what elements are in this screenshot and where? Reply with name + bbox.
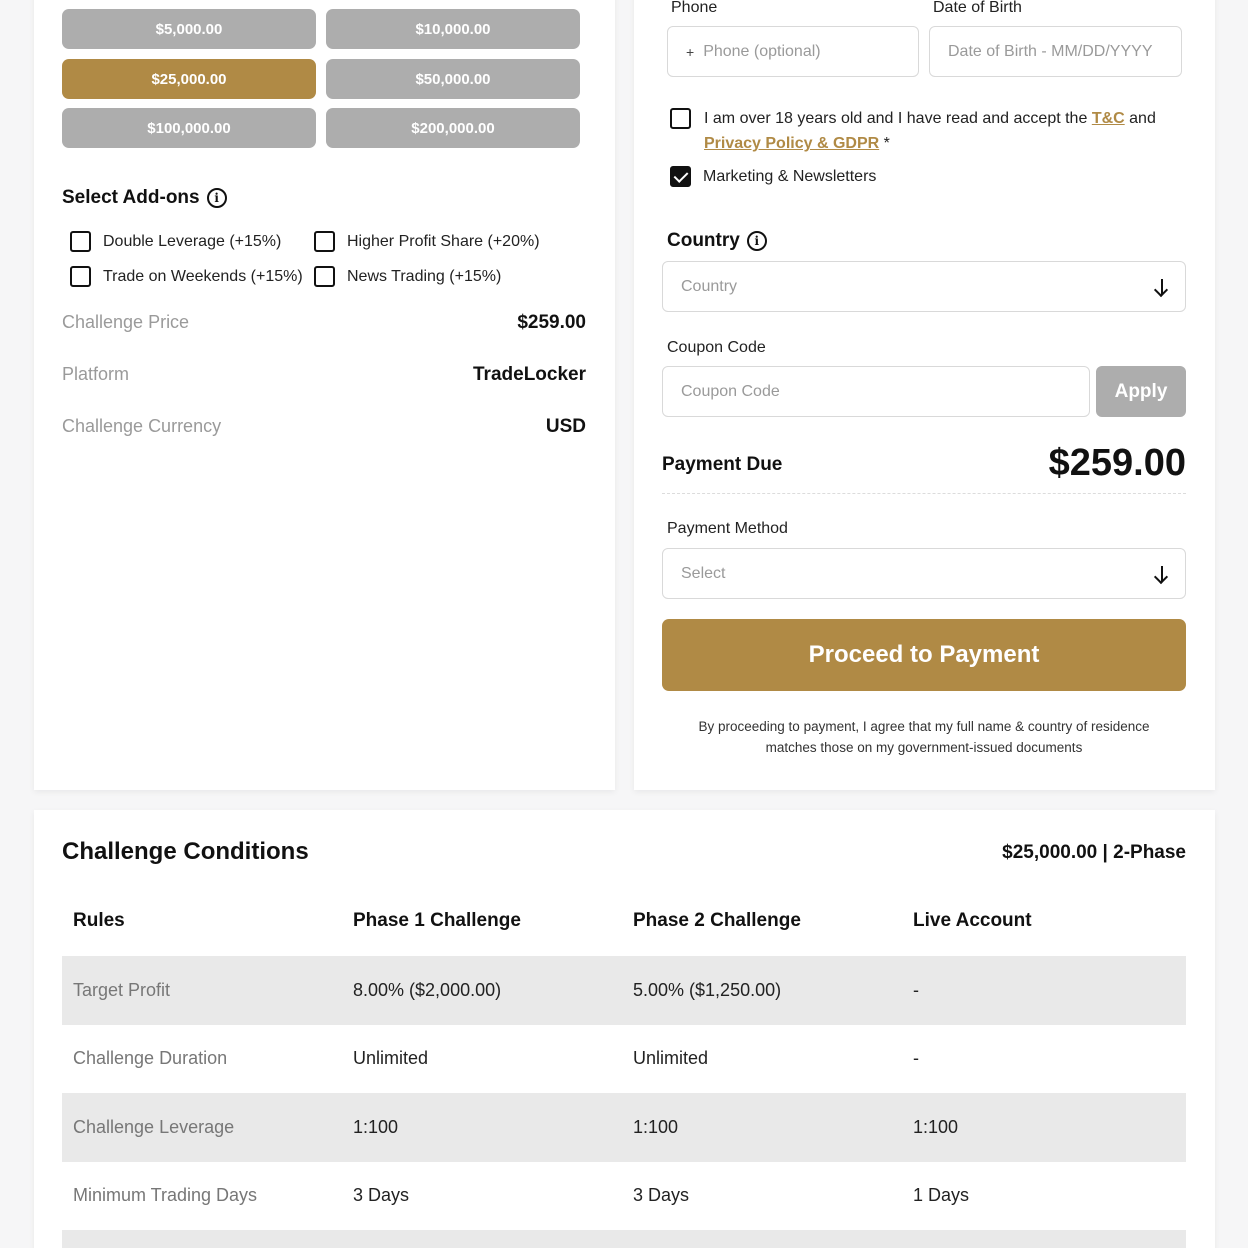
platform-label: Platform [62, 364, 130, 384]
divider [662, 493, 1186, 494]
currency-label: Challenge Currency [62, 416, 222, 436]
rule-cell: Challenge Duration [73, 1048, 228, 1069]
phone-placeholder: Phone (optional) [703, 42, 821, 60]
dob-label: Date of Birth [933, 0, 1022, 16]
country-heading [667, 230, 767, 252]
amount-button-10000[interactable]: $10,000.00 [326, 9, 580, 49]
table-cell [622, 1230, 902, 1248]
addons-heading [62, 187, 227, 209]
info-icon[interactable]: i [207, 188, 227, 208]
addons-title: Select Add-ons [62, 187, 200, 208]
addon-label: Trade on Weekends (+15%) [103, 267, 303, 285]
header-live: Live Account [913, 910, 1032, 931]
apply-coupon-button[interactable]: Apply [1096, 366, 1186, 417]
table-row [62, 956, 1186, 1025]
table-cell: 8.00% ($2,000.00) [342, 956, 622, 1025]
addon-higher-profit-share[interactable] [314, 231, 540, 252]
addon-news-trading[interactable] [314, 266, 501, 287]
table-row [62, 1093, 1186, 1162]
coupon-placeholder: Coupon Code [681, 382, 780, 400]
challenge-conditions-card [34, 810, 1215, 1248]
table-cell: 1:100 [622, 1093, 902, 1162]
challenge-price-value: $259.00 [517, 312, 586, 333]
table-cell: - [913, 1048, 919, 1069]
rule-cell: Minimum Trading Days [73, 1185, 258, 1206]
challenge-config-card [34, 0, 615, 790]
header-phase2: Phase 2 Challenge [633, 910, 801, 931]
terms-text [704, 106, 1174, 156]
amount-button-50000[interactable]: $50,000.00 [326, 59, 580, 99]
terms-text-part: and [1129, 110, 1156, 127]
rule-cell: Target Profit [62, 956, 342, 1025]
table-cell: Unlimited [633, 1048, 709, 1069]
table-cell: 1:100 [342, 1093, 622, 1162]
table-cell [902, 1230, 1186, 1248]
payment-due-label: Payment Due [662, 454, 783, 475]
marketing-checkbox[interactable] [670, 166, 691, 187]
table-cell: 1:100 [902, 1093, 1186, 1162]
coupon-label: Coupon Code [667, 339, 766, 356]
country-placeholder: Country [681, 277, 738, 295]
amount-button-100000[interactable]: $100,000.00 [62, 108, 316, 148]
payment-method-select[interactable] [662, 548, 1186, 599]
header-phase1: Phase 1 Challenge [353, 910, 521, 931]
billing-form-card [634, 0, 1215, 790]
rule-cell: Challenge Leverage [62, 1093, 342, 1162]
dob-placeholder: Date of Birth - MM/DD/YYYY [948, 42, 1153, 60]
table-row [62, 1162, 1186, 1231]
amount-button-200000[interactable]: $200,000.00 [326, 108, 580, 148]
required-mark: * [883, 135, 890, 152]
addon-double-leverage[interactable] [70, 231, 281, 252]
addon-label: Double Leverage (+15%) [103, 232, 282, 250]
arrow-down-icon [1161, 566, 1163, 582]
disclaimer-line: matches those on my government-issued documents [765, 740, 1083, 755]
payment-due-value: $259.00 [1048, 442, 1186, 484]
table-row [62, 1025, 1186, 1094]
challenge-price-label: Challenge Price [62, 312, 190, 332]
terms-link[interactable]: T&C [1091, 110, 1125, 127]
payment-method-placeholder: Select [681, 564, 726, 582]
checkbox-icon[interactable] [314, 266, 335, 287]
table-header-row [62, 886, 1186, 956]
addon-label: Higher Profit Share (+20%) [347, 232, 540, 250]
proceed-to-payment-button[interactable]: Proceed to Payment [662, 619, 1186, 691]
table-cell: Unlimited [353, 1048, 429, 1069]
phone-input[interactable] [667, 26, 919, 77]
table-cell [342, 1230, 622, 1248]
disclaimer-line: By proceeding to payment, I agree that my full name & country of residence [698, 719, 1150, 734]
payment-disclaimer [662, 716, 1186, 758]
currency-value: USD [545, 416, 586, 437]
terms-checkbox[interactable] [670, 108, 691, 129]
table-cell: 1 Days [913, 1185, 970, 1206]
phone-prefix: + [686, 43, 695, 60]
conditions-table [62, 886, 1186, 1248]
marketing-row[interactable] [670, 166, 876, 187]
table-cell: 3 Days [633, 1185, 690, 1206]
amount-button-25000[interactable]: $25,000.00 [62, 59, 316, 99]
checkbox-icon[interactable] [70, 266, 91, 287]
table-cell: 5.00% ($1,250.00) [622, 956, 902, 1025]
table-cell: - [902, 956, 1186, 1025]
conditions-title: Challenge Conditions [62, 838, 309, 865]
arrow-down-icon [1161, 279, 1163, 295]
amount-button-5000[interactable]: $5,000.00 [62, 9, 316, 49]
rule-cell [62, 1230, 342, 1248]
addon-label: News Trading (+15%) [347, 267, 502, 285]
country-select[interactable] [662, 261, 1186, 312]
privacy-link[interactable]: Privacy Policy & GDPR [704, 135, 880, 152]
info-icon[interactable]: i [747, 231, 767, 251]
dob-input[interactable] [929, 26, 1182, 77]
checkbox-icon[interactable] [70, 231, 91, 252]
terms-text-part: I am over 18 years old and I have read and accept the [704, 110, 1088, 127]
country-title: Country [667, 230, 740, 251]
coupon-input[interactable] [662, 366, 1090, 417]
marketing-label: Marketing & Newsletters [703, 167, 877, 185]
checkbox-icon[interactable] [314, 231, 335, 252]
conditions-summary: $25,000.00 | 2-Phase [1002, 842, 1186, 863]
payment-method-label: Payment Method [667, 520, 788, 537]
header-rules: Rules [73, 910, 125, 931]
table-cell: 3 Days [353, 1185, 410, 1206]
addon-trade-weekends[interactable] [70, 266, 303, 287]
platform-value: TradeLocker [473, 364, 586, 385]
table-row [62, 1230, 1186, 1248]
phone-label: Phone [671, 0, 718, 16]
